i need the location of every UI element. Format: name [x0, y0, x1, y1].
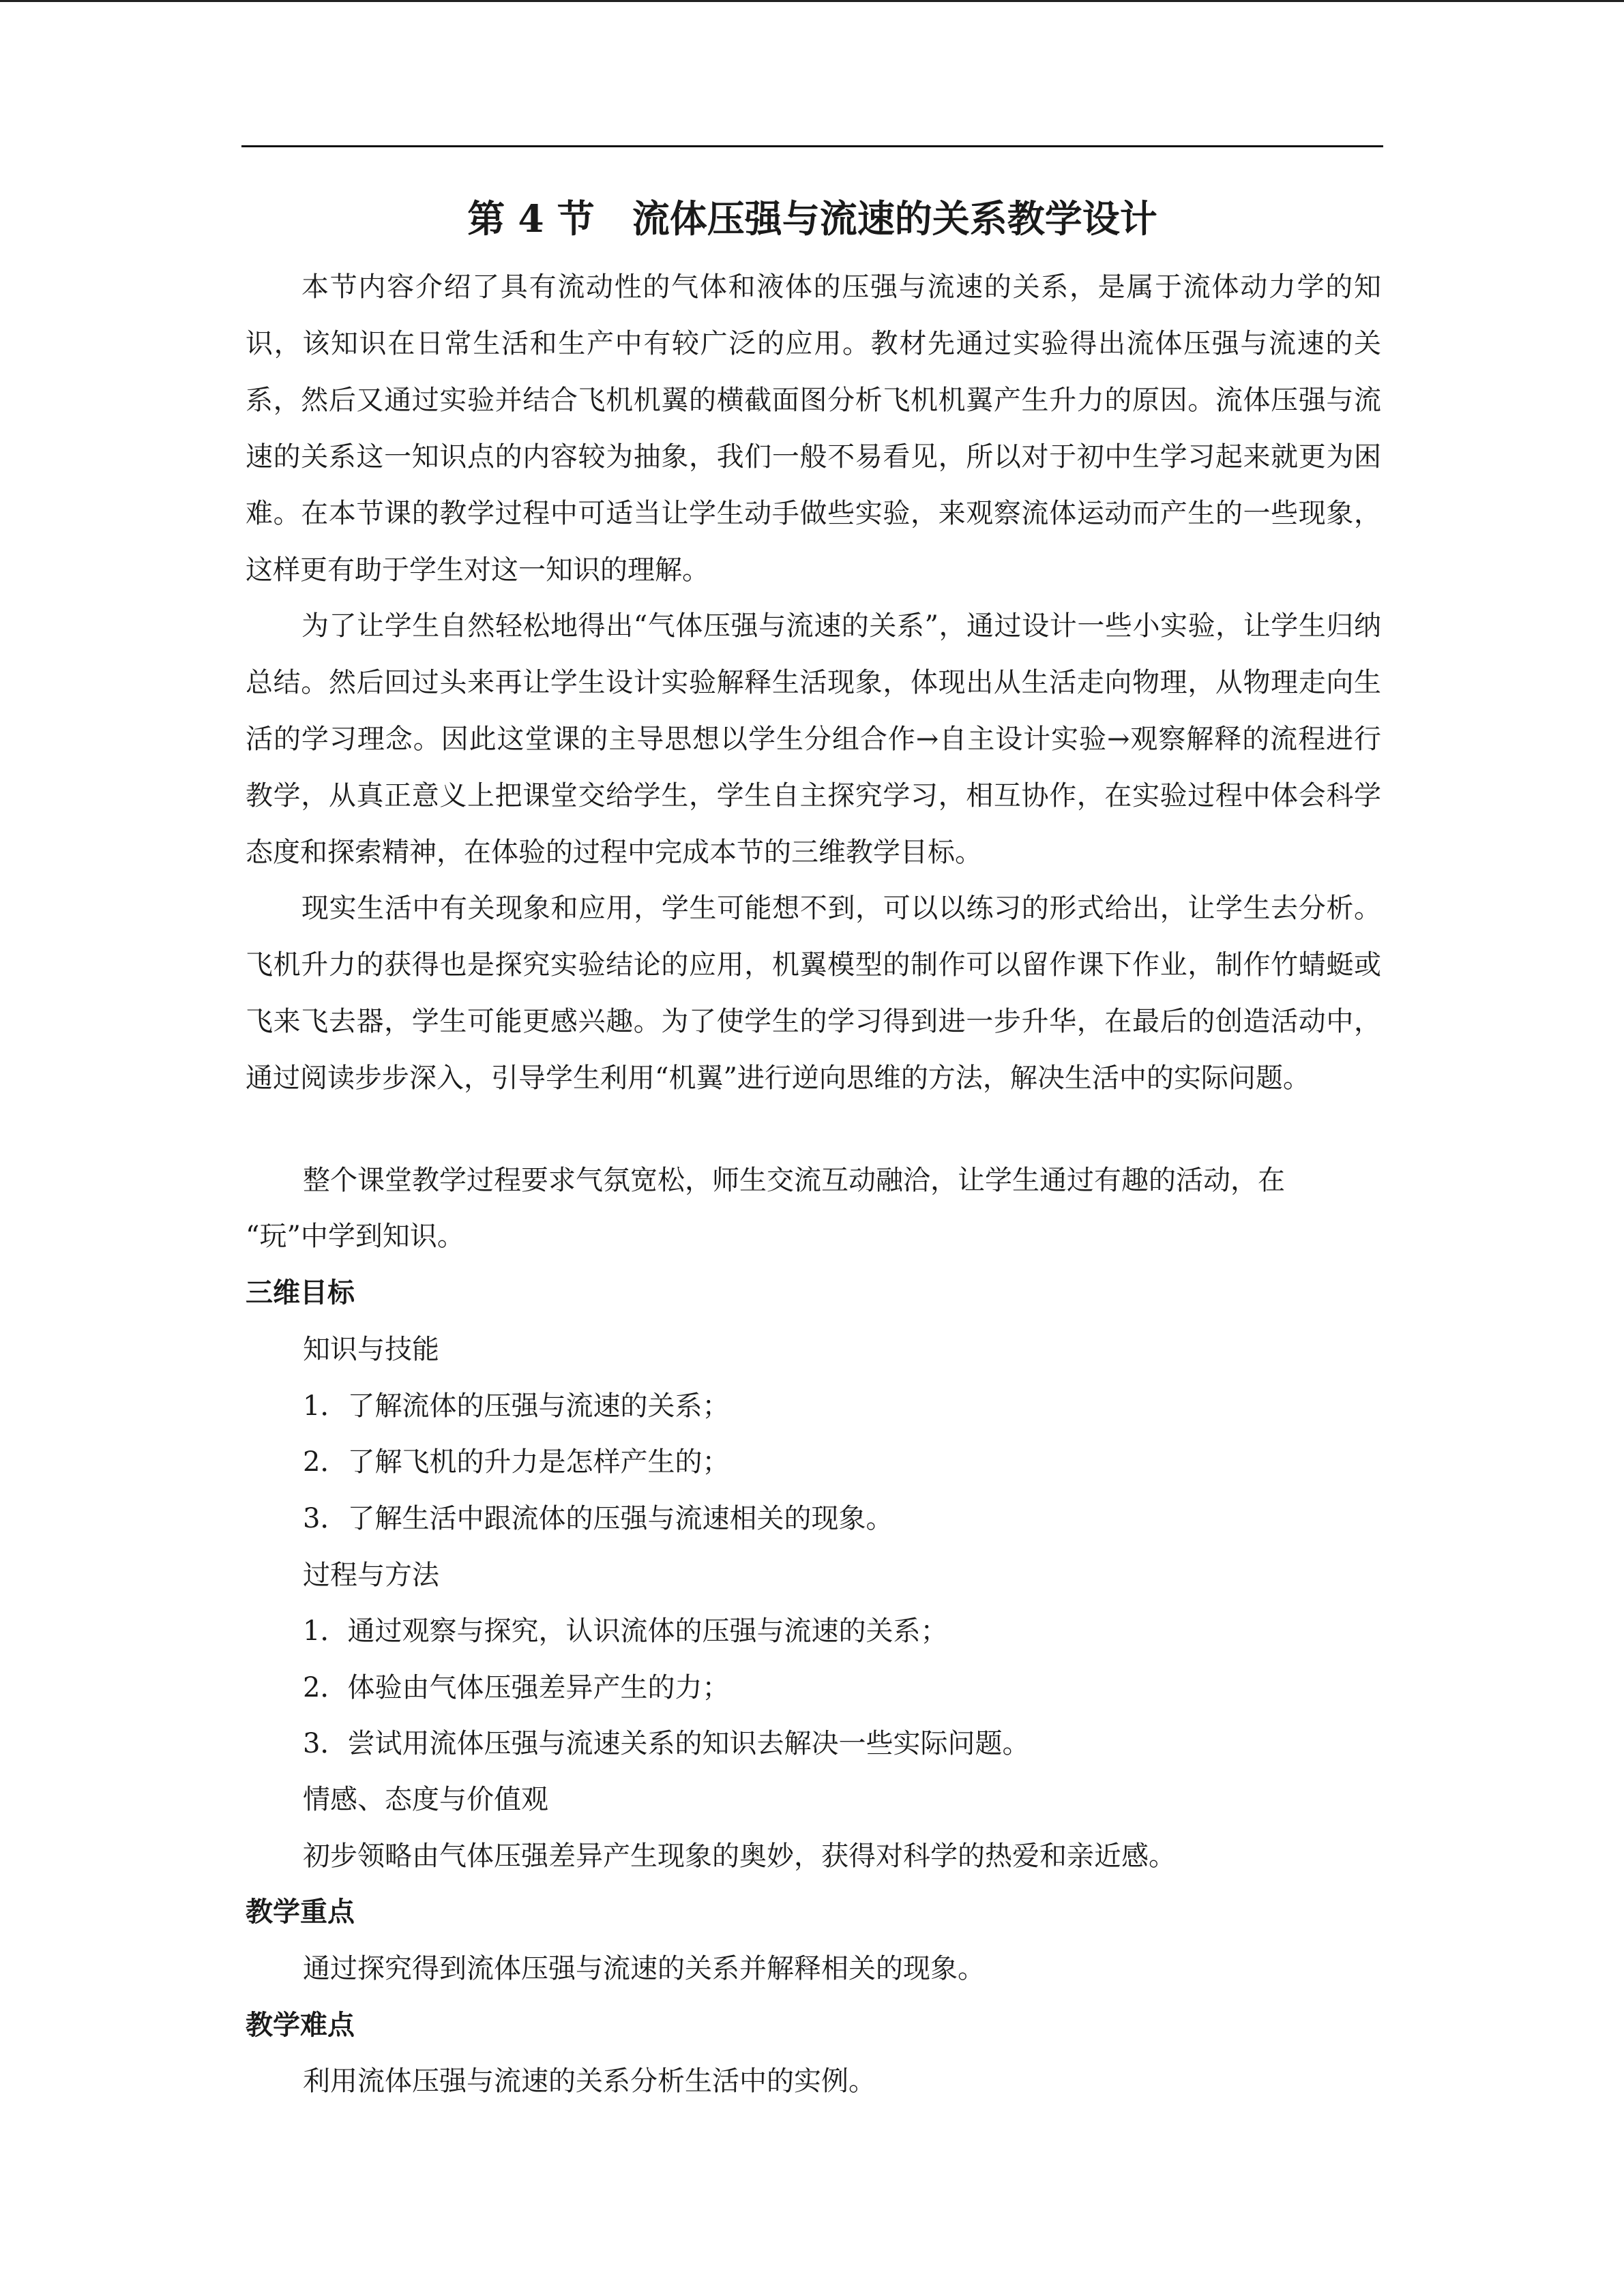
document-title: 第 4 节 流体压强与流速的关系教学设计	[467, 196, 1157, 241]
intro-paragraph-3: 现实生活中有关现象和应用，学生可能想不到，可以以练习的形式给出，让学生去分析。飞机升力的获得也是探究实验结论的应用，机翼模型的制作可以留作课下作业，制作竹蜻蜓或飞来飞去器，学生可能更感兴趣。为了使学生的学习得到进一步升华，在最后的创造活动中，通过阅读步步深入，引导学生利用“机翼”进行逆向思维的方法，解决生活中的实际问题。	[246, 893, 1381, 1094]
process-methods-heading: 过程与方法	[303, 1560, 439, 1591]
emotion-attitude-heading: 情感、态度与价值观	[303, 1784, 548, 1815]
objectives-heading: 三维目标	[246, 1277, 355, 1309]
emotion-attitude-text: 初步领略由气体压强差异产生现象的奥妙，获得对科学的热爱和亲近感。	[303, 1840, 1176, 1872]
header-rule	[241, 145, 1383, 147]
key-point-text: 通过探究得到流体压强与流速的关系并解释相关的现象。	[303, 1953, 985, 1984]
knowledge-item-1: 1．了解流体的压强与流速的关系；	[303, 1390, 730, 1422]
process-item-1: 1．通过观察与探究，认识流体的压强与流速的关系；	[303, 1615, 948, 1647]
knowledge-skills-heading: 知识与技能	[303, 1334, 439, 1365]
knowledge-item-2: 2．了解飞机的升力是怎样产生的；	[303, 1446, 730, 1478]
intro-paragraph-1: 本节内容介绍了具有流动性的气体和液体的压强与流速的关系，是属于流体动力学的知识，该知识在日常生活和生产中有较广泛的应用。教材先通过实验得出流体压强与流速的关系，然后又通过实验并结合飞机机翼的横截面图分析飞机机翼产生升力的原因。流体压强与流速的关系这一知识点的内容较为抽象，我们一般不易看见，所以对于初中生学习起来就更为困难。在本节课的教学过程中可适当让学生动手做些实验，来观察流体运动而产生的一些现象，这样更有助于学生对这一知识的理解。	[246, 271, 1381, 586]
intro-paragraph-4-line-1: 整个课堂教学过程要求气氛宽松，师生交流互动融洽，让学生通过有趣的活动，在	[303, 1165, 1285, 1196]
intro-paragraph-4-line-2: “玩”中学到知识。	[246, 1221, 464, 1252]
difficulty-heading: 教学难点	[246, 2010, 355, 2041]
difficulty-text: 利用流体压强与流速的关系分析生活中的实例。	[303, 2066, 876, 2097]
key-point-heading: 教学重点	[246, 1896, 355, 1928]
knowledge-item-3: 3．了解生活中跟流体的压强与流速相关的现象。	[303, 1503, 894, 1534]
page-top-border	[0, 0, 1624, 2]
intro-paragraph-2: 为了让学生自然轻松地得出“气体压强与流速的关系”，通过设计一些小实验，让学生归纳总结。然后回过头来再让学生设计实验解释生活现象，体现出从生活走向物理，从物理走向生活的学习理念。因此这堂课的主导思想以学生分组合作→自主设计实验→观察解释的流程进行教学，从真正意义上把课堂交给学生，学生自主探究学习，相互协作，在实验过程中体会科学态度和探索精神，在体验的过程中完成本节的三维教学目标。	[246, 610, 1381, 868]
process-item-3: 3．尝试用流体压强与流速关系的知识去解决一些实际问题。	[303, 1728, 1030, 1759]
process-item-2: 2．体验由气体压强差异产生的力；	[303, 1672, 730, 1703]
